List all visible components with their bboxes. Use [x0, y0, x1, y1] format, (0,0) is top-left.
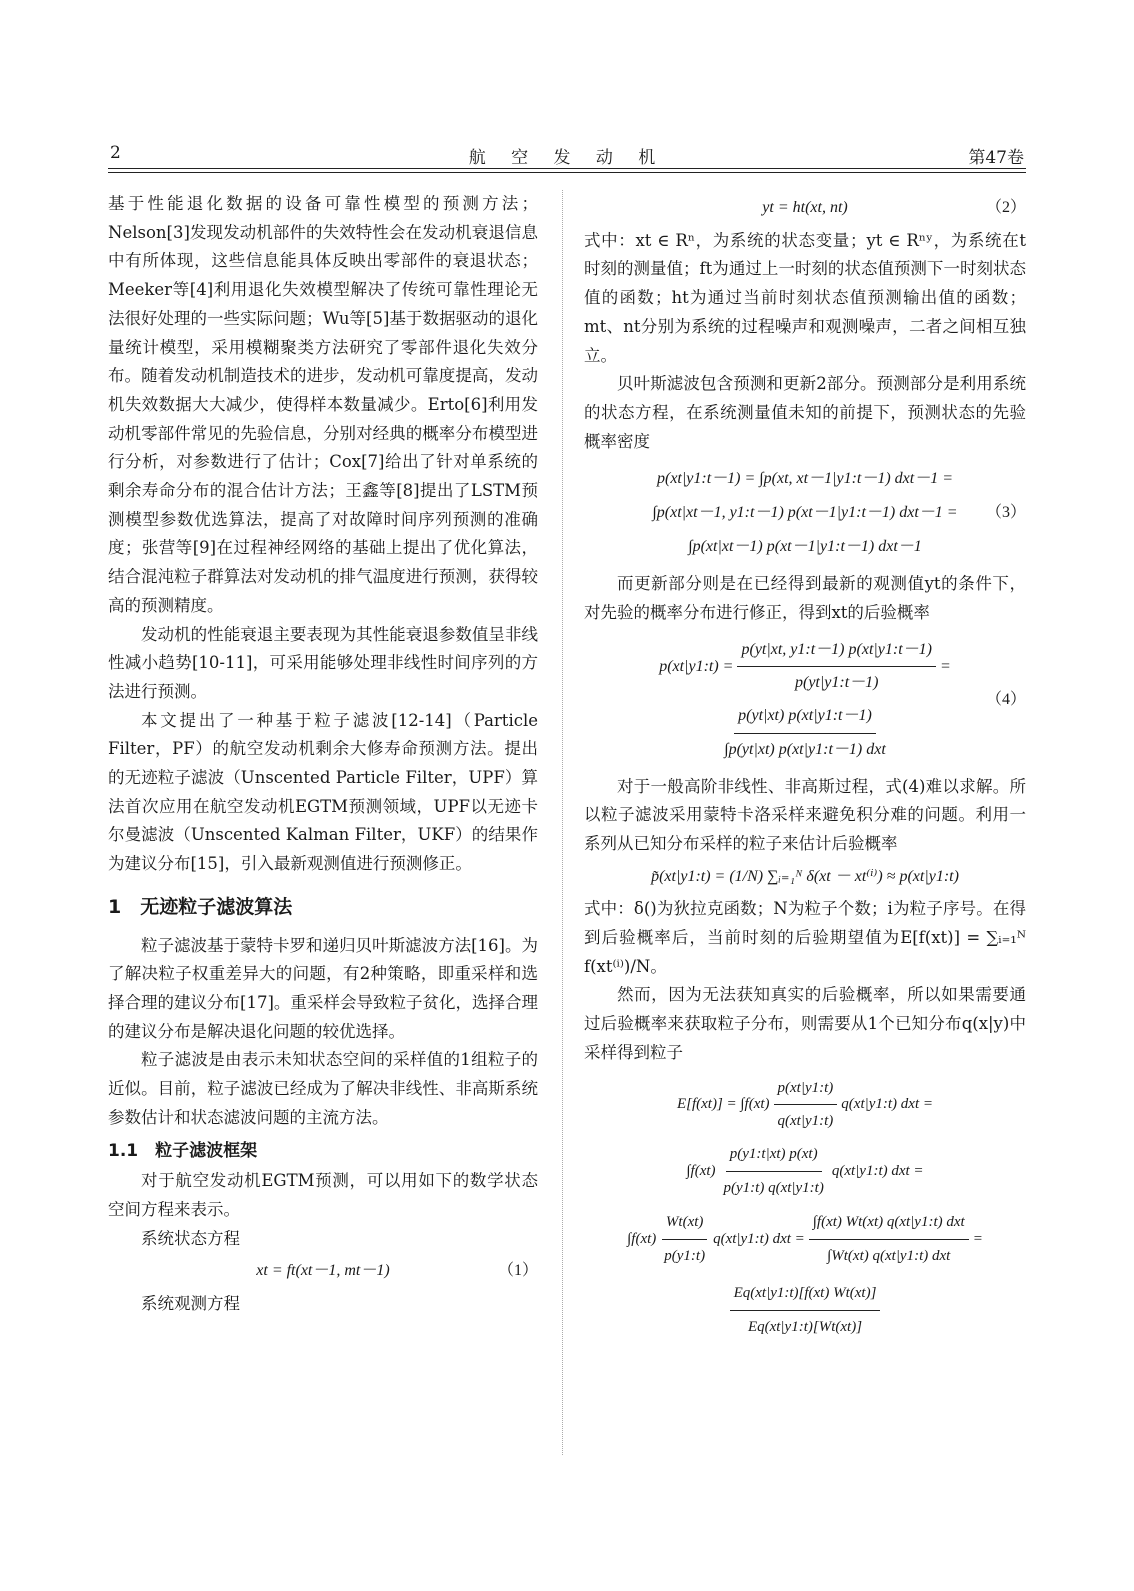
paragraph: 基于性能退化数据的设备可靠性模型的预测方法；Nelson[3]发现发动机部件的失效特性会在发动机衰退信息中有所体现，这些信息能具体反映出零部件的衰退状态；Meeker等[4]利用退化失效模型解决了传统可靠性理论无法很好处理的一些实际问题；Wu等[5]基于数据驱动的退化量统计模型，采用模糊聚类方法研究了零部件退化失效分布。随着发动机制造技术的进步，发动机可靠度提高，发动机失效数据大大减少，使得样本数量减少。Erto[6]利用发动机零部件常见的先验信息，分别对经典的概率分布模型进行分析，对参数进行了估计；Cox[7]给出了针对单系统的剩余寿命分布的混合估计方法；王鑫等[8]提出了LSTM预测模型参数优选算法，提高了对故障时间序列预测的准确度；张营等[9]在过程神经网络的基础上提出了优化算法，结合混沌粒子群算法对发动机的排气温度进行预测，获得较高的预测精度。 [108, 194, 538, 615]
paragraph: 然而，因为无法获知真实的后验概率，所以如果需要通过后验概率来获取粒子分布，则需要从1个已知分布q(x|y)中采样得到粒子 [584, 985, 1026, 1062]
equation-part: q(xt|y1:t) dxt = [831, 1162, 924, 1179]
paragraph: 对于一般高阶非线性、非高斯过程，式(4)难以求解。所以粒子滤波采用蒙特卡洛采样来避免积分难的问题。利用一系列从已知分布采样的粒子来估计后验概率 [584, 776, 1026, 853]
equation-number: （3） [985, 504, 1026, 522]
equation-label: 系统状态方程 [141, 1228, 240, 1248]
paragraph: 粒子滤波是由表示未知状态空间的采样值的1组粒子的近似。目前，粒子滤波已经成为了解决非线性、非高斯系统参数估计和状态滤波问题的主流方法。 [108, 1050, 538, 1127]
equation-number: （2） [985, 199, 1026, 216]
numerator: p(yt|xt) p(xt|y1:t－1) [734, 702, 876, 734]
paragraph: 贝叶斯滤波包含预测和更新2部分。预测部分是利用系统的状态方程，在系统测量值未知的前提下，预测状态的先验概率密度 [584, 374, 1026, 451]
fraction [720, 702, 890, 764]
journal-title: 航 空 发 动 机 [468, 148, 666, 168]
paragraph: 式中：δ()为狄拉克函数；N为粒子个数；i为粒子序号。在得到后验概率后，当前时刻的后验期望值为E[f(xt)] = ∑ᵢ₌₁ᴺ f(xt⁽ⁱ⁾)/N。 [584, 899, 1026, 976]
equation-line: ∫p(xt|xt－1) p(xt－1|y1:t－1) dxt－1 [688, 538, 922, 556]
denominator: Eq(xt|y1:t)[Wt(xt)] [747, 1318, 863, 1335]
denominator: ∫p(yt|xt) p(xt|y1:t－1) dxt [724, 740, 886, 758]
numerator: p(xt|y1:t) [774, 1074, 838, 1106]
fraction [809, 1208, 969, 1270]
equation-part: ∫f(xt) [627, 1231, 657, 1248]
volume-label: 第47卷 [968, 148, 1024, 168]
equation-5 [584, 863, 1026, 892]
denominator: p(y1:t) q(xt|y1:t) [723, 1179, 824, 1196]
equation-3 [584, 462, 1026, 564]
page-number: 2 [110, 143, 121, 163]
fraction [737, 636, 936, 698]
equation-4 [584, 636, 1026, 765]
equation-part: q(xt|y1:t) dxt = [713, 1231, 805, 1248]
right-column [584, 190, 1026, 1347]
section-heading: 1 无迹粒子滤波算法 [108, 895, 293, 918]
denominator: ∫Wt(xt) q(xt|y1:t) dxt [827, 1248, 951, 1265]
equals-sign: = [940, 657, 951, 675]
equation-part: q(xt|y1:t) dxt = [841, 1096, 934, 1113]
numerator: p(yt|xt, y1:t－1) p(xt|y1:t－1) [737, 636, 936, 668]
equation-line: p(xt|y1:t－1) = ∫p(xt, xt－1|y1:t－1) dxt－1 = [656, 470, 954, 488]
equation-label: 系统观测方程 [141, 1294, 240, 1314]
header-rule-thin [108, 172, 1026, 173]
paragraph: 发动机的性能衰退主要表现为其性能衰退参数值呈非线性减小趋势[10-11]，可采用能够处理非线性时间序列的方法进行预测。 [108, 624, 538, 701]
fraction [730, 1279, 881, 1341]
equation-line: ∫p(xt|xt－1, y1:t－1) p(xt－1|y1:t－1) dxt－1 = [652, 504, 958, 522]
header-rule [108, 168, 1026, 169]
equation-number: （4） [985, 690, 1026, 708]
numerator: p(y1:t|xt) p(xt) [726, 1140, 822, 1172]
denominator: p(yt|y1:t－1) [795, 674, 879, 692]
fraction [774, 1074, 838, 1136]
equation-6 [584, 1074, 1026, 1342]
paragraph: 粒子滤波基于蒙特卡罗和递归贝叶斯滤波方法[16]。为了解决粒子权重差异大的问题，有2种策略，即重采样和选择合理的建议分布[17]。重采样会导致粒子贫化，选择合理的建议分布是解决退化问题的较优选择。 [108, 935, 538, 1041]
numerator: Wt(xt) [662, 1208, 707, 1240]
numerator: Eq(xt|y1:t)[f(xt) Wt(xt)] [730, 1279, 881, 1311]
paragraph: 本文提出了一种基于粒子滤波[12-14]（Particle Filter，PF）的航空发动机剩余大修寿命预测方法。提出的无迹粒子滤波（Unscented Particle Filter，UPF）算法首次应用在航空发动机EGTM预测领域，UPF以无迹卡尔曼滤波（Unscented Kalman Filter，UKF）的结果作为建议分布[15]，引入最新观测值进行预测修正。 [108, 710, 538, 874]
fraction [720, 1140, 828, 1202]
denominator: q(xt|y1:t) [777, 1113, 834, 1130]
equation-body: xt = ft(xt－1, mt－1) [256, 1262, 390, 1280]
left-column [108, 190, 538, 1319]
subsection-heading: 1.1 粒子滤波框架 [108, 1140, 258, 1161]
equation-lhs: p(xt|y1:t) = [659, 657, 734, 675]
numerator: ∫f(xt) Wt(xt) q(xt|y1:t) dxt [809, 1208, 969, 1240]
equation-number: （1） [497, 1262, 538, 1280]
equation-part: E[f(xt)] = ∫f(xt) [676, 1096, 770, 1113]
equation-part: = [972, 1231, 983, 1248]
equation-body: yt = ht(xt, nt) [762, 199, 848, 216]
paragraph: 对于航空发动机EGTM预测，可以用如下的数学状态空间方程来表示。 [108, 1171, 538, 1219]
paragraph: 式中：xt ∈ Rⁿ，为系统的状态变量；yt ∈ Rⁿʸ，为系统在t时刻的测量值；ft为通过上一时刻的状态值预测下一时刻状态值的函数；ht为通过当前时刻状态值预测输出值的函数；mt、nt分别为系统的过程噪声和观测噪声，二者之间相互独立。 [584, 230, 1026, 365]
equation-1 [108, 1257, 538, 1286]
denominator: p(y1:t) [664, 1248, 706, 1265]
equation-body: p̃(xt|y1:t) = (1/N) ∑ᵢ₌₁ᴺ δ(xt － xt⁽ⁱ⁾) ≈ p(xt|y1:t) [651, 867, 959, 885]
equation-part: ∫f(xt) [686, 1162, 716, 1179]
column-divider [562, 190, 563, 1455]
fraction [660, 1208, 709, 1270]
paragraph: 而更新部分则是在已经得到最新的观测值yt的条件下，对先验的概率分布进行修正，得到xt的后验概率 [584, 574, 1026, 623]
equation-2 [584, 194, 1026, 223]
